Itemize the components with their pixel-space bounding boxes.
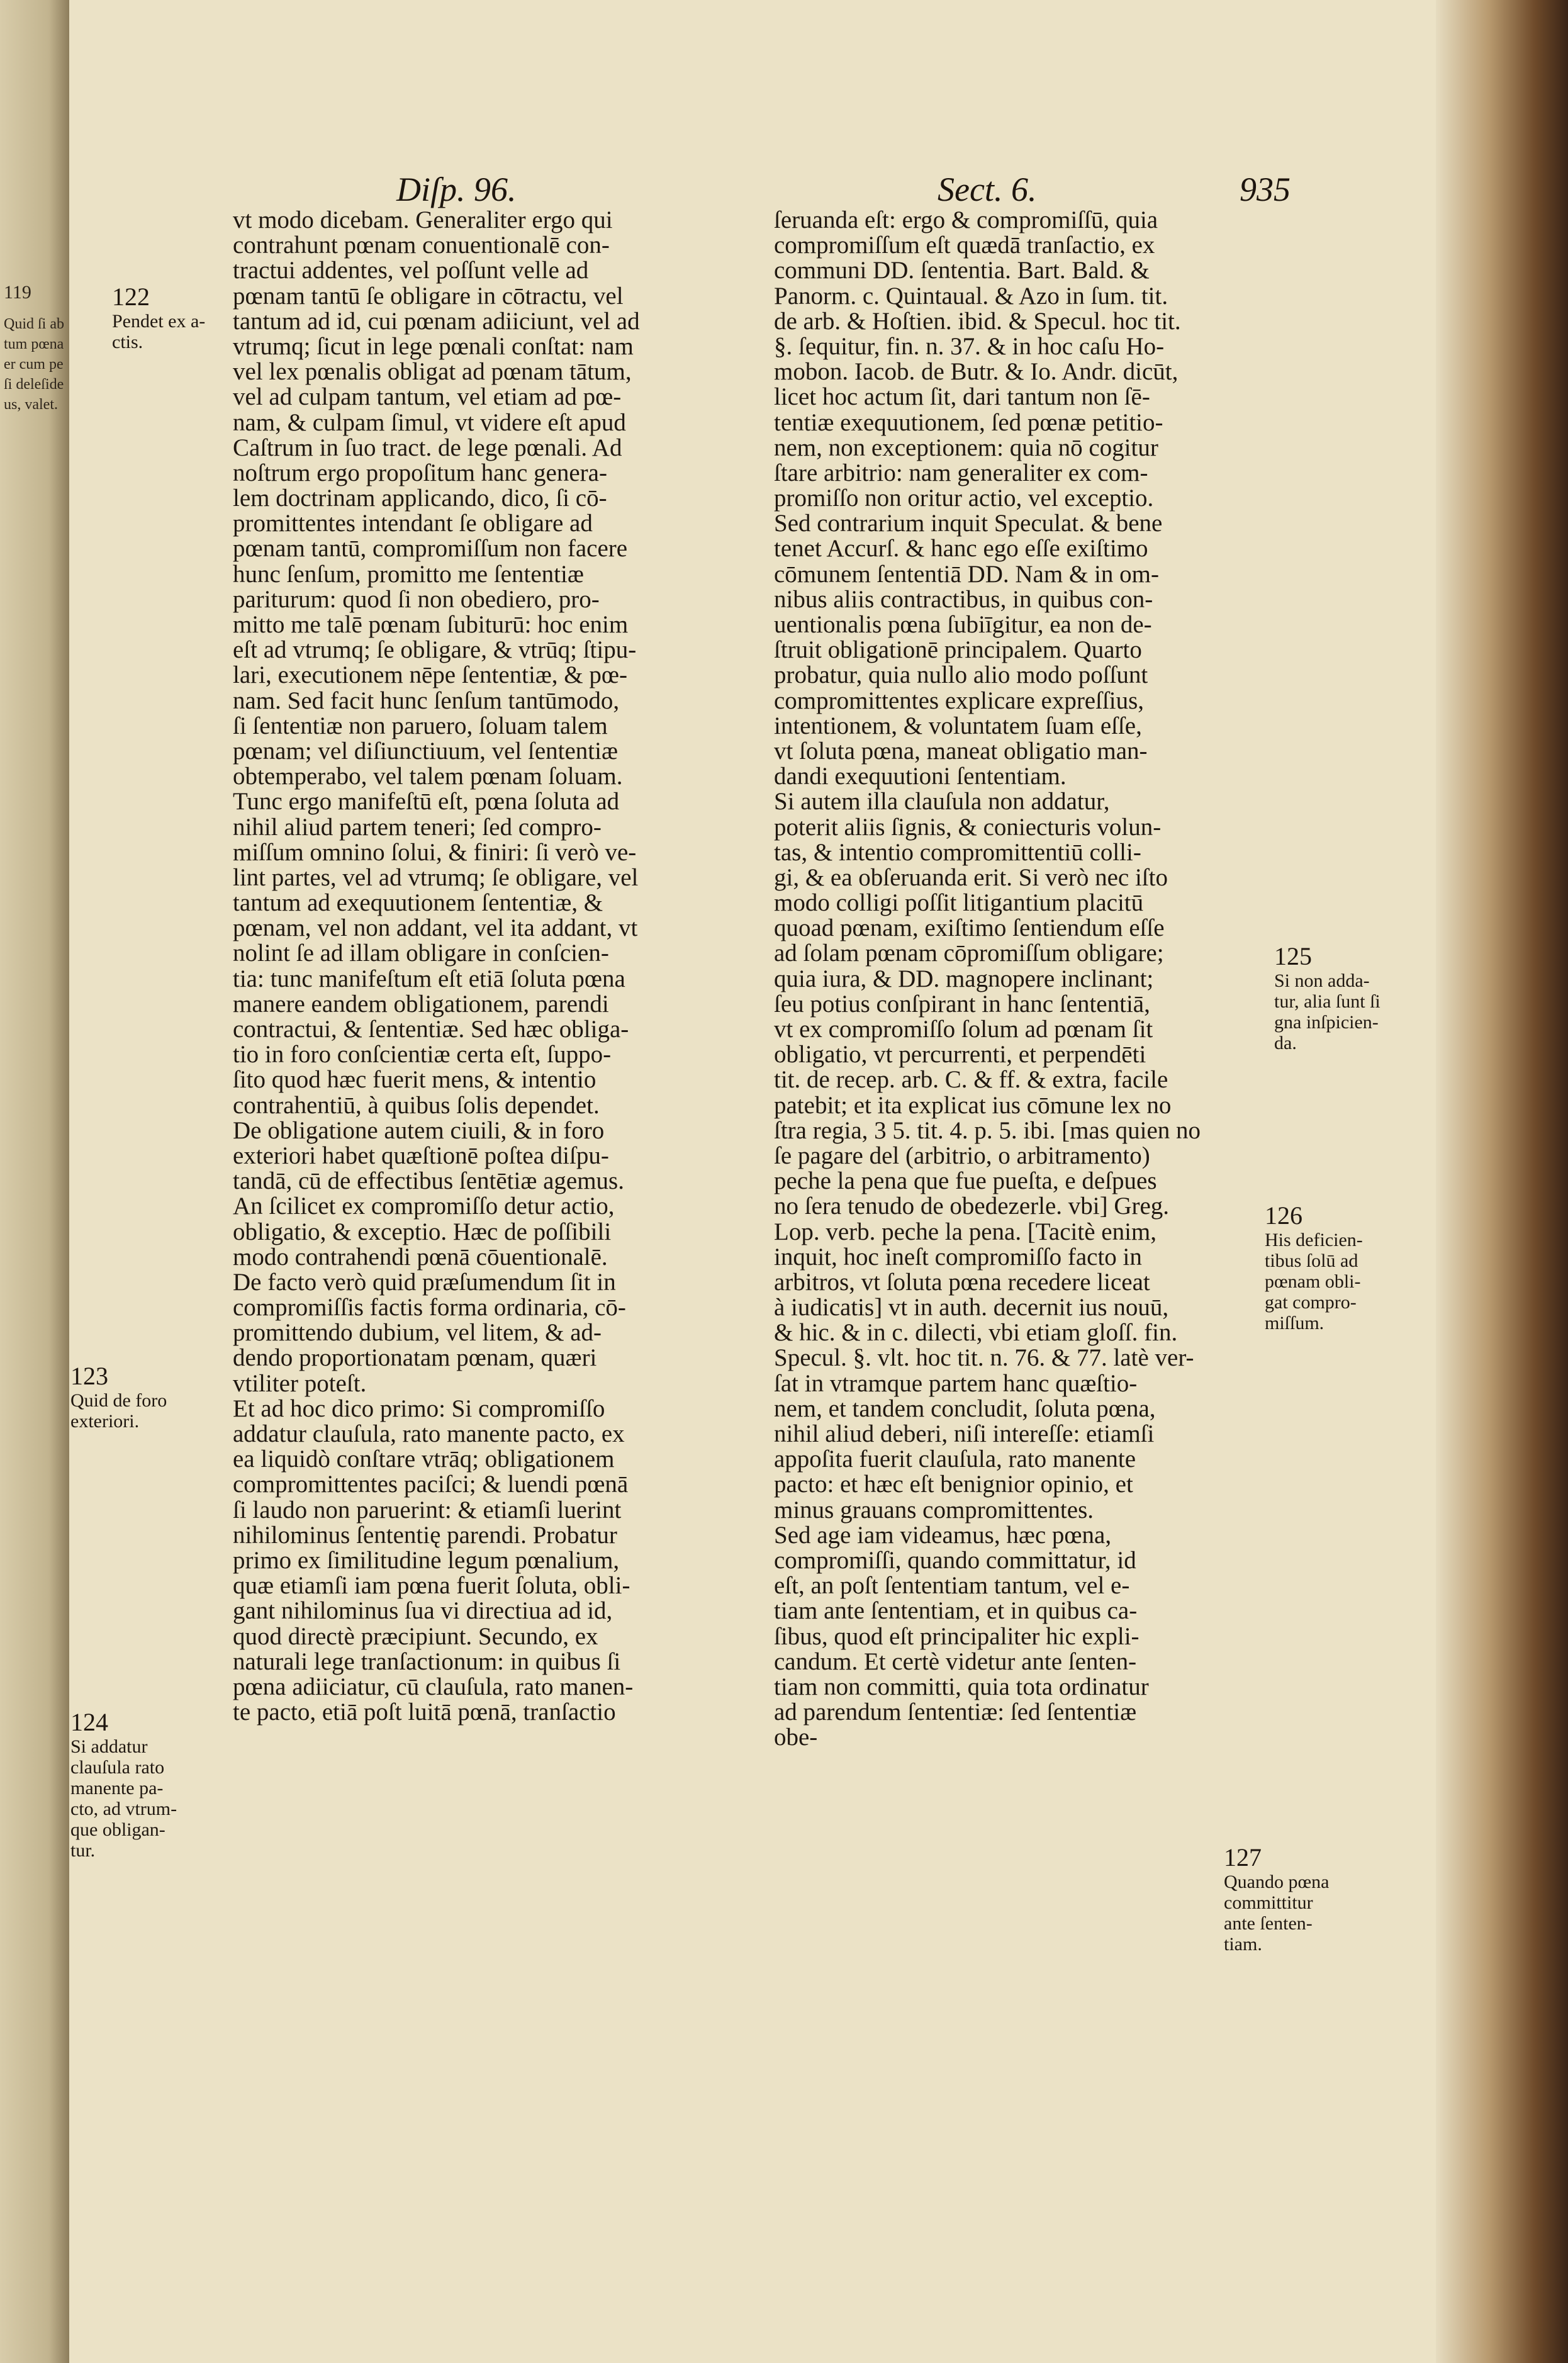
text-line: peche la pena que fue pueſta, e deſpues	[774, 1167, 1157, 1195]
text-line: nolint ſe ad illam obligare in conſcien-	[233, 940, 609, 967]
text-line: tiam non committi, quia tota ordinatur	[774, 1673, 1149, 1700]
text-line: nam, & culpam ſimul, vt videre eſt apud	[233, 408, 626, 436]
text-line: ad parendum ſententiæ: ſed ſententiæ	[774, 1698, 1137, 1726]
page-number: 935	[1240, 171, 1291, 208]
margin-note-122	[112, 283, 205, 352]
text-line: vtrumq; ſicut in lege pœnali conſtat: nam	[233, 332, 634, 360]
text-line: tas, & intentio compromittentiū colli-	[774, 838, 1141, 866]
text-line: quod directè præcipiunt. Secundo, ex	[233, 1622, 598, 1650]
text-line: vtiliter poteſt.	[233, 1369, 367, 1397]
text-line: contrahentiū, à quibus ſolis dependet.	[233, 1091, 600, 1119]
margin-note-line: tur, alia ſunt ſi	[1274, 991, 1380, 1012]
text-line: intentionem, & voluntatem ſuam eſſe,	[774, 712, 1142, 739]
text-line: ſe pagare del (arbitrio, o arbitramento)	[774, 1142, 1150, 1169]
text-line: ſtare arbitrio: nam generaliter ex com-	[774, 459, 1148, 486]
text-line: nihil aliud partem teneri; ſed compro-	[233, 813, 602, 841]
margin-note-line: exteriori.	[70, 1411, 140, 1432]
text-line: lint partes, vel ad vtrumq; ſe obligare, vel	[233, 863, 639, 891]
text-line: obe-	[774, 1724, 818, 1751]
text-line: pœnam tantū, compromiſſum non facere	[233, 535, 628, 563]
text-line: De obligatione autem ciuili, & in foro	[233, 1116, 605, 1144]
text-line: promittentes intendant ſe obligare ad	[233, 510, 593, 537]
text-line: obtemperabo, vel talem pœnam ſoluam.	[233, 763, 623, 790]
text-line: tit. de recep. arb. C. & ff. & extra, facile	[774, 1066, 1168, 1094]
prev-page-note-line: Quid ſi ab	[4, 316, 64, 332]
text-line: ſtruit obligationē principalem. Quarto	[774, 636, 1142, 664]
text-line: obligatio, vt percurrenti, et perpendēti	[774, 1041, 1146, 1069]
text-line: gi, & ea obſeruanda erit. Si verò nec iſto	[774, 863, 1168, 891]
text-line: nihilominus ſententię parendi. Probatur	[233, 1521, 617, 1549]
text-line: lari, executionem nēpe ſententiæ, & pœ-	[233, 661, 628, 689]
prev-page-note-line: tum pœna	[4, 336, 64, 352]
page-edge-binding	[1436, 0, 1568, 2363]
left-text-column	[233, 208, 640, 1725]
margin-note-line: ctis.	[112, 332, 143, 352]
text-line: Panorm. c. Quintaual. & Azo in ſum. tit.	[774, 282, 1168, 310]
margin-note-line: miſſum.	[1265, 1313, 1324, 1333]
text-line: tantum ad exequutionem ſententiæ, &	[233, 889, 603, 917]
text-line: uentionalis pœna ſubiīgitur, ea non de-	[774, 611, 1152, 638]
text-line: noſtrum ergo propoſitum hanc genera-	[233, 459, 607, 486]
text-line: & hic. & in c. dilecti, vbi etiam gloſſ. fin.	[774, 1319, 1178, 1347]
text-line: eſt, an poſt ſententiam tantum, vel e-	[774, 1572, 1130, 1600]
margin-note-line: clauſula rato	[70, 1757, 165, 1778]
text-line: §. ſequitur, fin. n. 37. & in hoc caſu Ho-	[774, 332, 1165, 360]
text-line: vel lex pœnalis obligat ad pœnam tātum,	[233, 358, 632, 386]
text-line: vt ſoluta pœna, maneat obligatio man-	[774, 737, 1148, 765]
text-line: probatur, quia nullo alio modo poſſunt	[774, 661, 1148, 689]
margin-note-number: 122	[112, 283, 150, 311]
text-line: inquit, hoc ineſt compromiſſo facto in	[774, 1243, 1142, 1271]
text-line: licet hoc actum ſit, dari tantum non ſē-	[774, 383, 1150, 411]
margin-note-line: que obligan-	[70, 1819, 165, 1840]
margin-note-number: 126	[1265, 1201, 1302, 1230]
margin-note-line: Si addatur	[70, 1736, 148, 1757]
text-line: nihil aliud deberi, niſi intereſſe: etiamſi	[774, 1420, 1155, 1447]
margin-note-line: tur.	[70, 1840, 96, 1861]
text-line: ſibus, quod eſt principaliter hic expli-	[774, 1622, 1140, 1650]
margin-note-line: gat compro-	[1265, 1292, 1357, 1313]
margin-note-124	[70, 1709, 177, 1861]
text-line: compromiſſi, quando committatur, id	[774, 1546, 1136, 1574]
text-line: ea liquidò conſtare vtrāq; obligationem	[233, 1445, 615, 1473]
prev-page-note-number: 119	[4, 283, 31, 302]
text-line: tentiæ exequutionem, ſed pœnæ petitio-	[774, 408, 1163, 436]
text-line: compromittentes paciſci; & luendi pœnā	[233, 1471, 629, 1498]
text-line: te pacto, etiā poſt luitā pœnā, tranſactio	[233, 1698, 616, 1726]
text-line: addatur clauſula, rato manente pacto, ex	[233, 1420, 625, 1447]
text-line: no ſera tenudo de obedezerle. vbi] Greg.	[774, 1193, 1170, 1220]
header-disputation: Diſp. 96.	[396, 171, 517, 208]
text-line: compromiſſis factis forma ordinaria, cō-	[233, 1294, 626, 1322]
text-line: contrahunt pœnam conuentionalē con-	[233, 232, 610, 259]
text-line: compromittentes explicare expreſſius,	[774, 687, 1145, 714]
text-line: naturali lege tranſactionum: in quibus ſi	[233, 1647, 621, 1675]
text-line: nem, et tandem concludit, ſoluta pœna,	[774, 1395, 1156, 1422]
text-line: mitto me talē pœnam ſubiturū: hoc enim	[233, 611, 629, 638]
text-line: vt modo dicebam. Generaliter ergo qui	[233, 206, 613, 233]
text-line: dandi exequutioni ſententiam.	[774, 763, 1067, 790]
text-line: De facto verò quid præſumendum ſit in	[233, 1268, 616, 1296]
text-line: tenet Accurſ. & hanc ego eſſe exiſtimo	[774, 535, 1148, 563]
header-section: Sect. 6.	[938, 171, 1037, 208]
margin-note-127	[1224, 1844, 1329, 1955]
text-line: Tunc ergo manifeſtū eſt, pœna ſoluta ad	[233, 788, 620, 816]
text-line: arbitros, vt ſoluta pœna recedere liceat	[774, 1268, 1150, 1296]
text-line: Et ad hoc dico primo: Si compromiſſo	[233, 1395, 605, 1422]
text-line: pœnam tantū ſe obligare in cōtractu, vel	[233, 282, 624, 310]
text-line: pœna adiiciatur, cū clauſula, rato manen-	[233, 1673, 634, 1700]
margin-note-line: cto, ad vtrum-	[70, 1799, 177, 1819]
text-line: gant nihilominus ſua vi directiua ad id,	[233, 1597, 613, 1625]
text-line: quoad pœnam, exiſtimo ſentiendum eſſe	[774, 914, 1165, 942]
text-line: promittendo dubium, vel litem, & ad-	[233, 1319, 602, 1347]
text-line: quia iura, & DD. magnopere inclinant;	[774, 965, 1154, 992]
text-line: dendo proportionatam pœnam, quæri	[233, 1344, 597, 1372]
text-line: modo contrahendi pœnā cōuentionalē.	[233, 1243, 608, 1271]
margin-note-line: pœnam obli-	[1265, 1271, 1361, 1292]
text-line: miſſum omnino ſolui, & finiri: ſi verò ve-	[233, 838, 637, 866]
text-line: tandā, cū de effectibus ſentētiæ agemus.	[233, 1167, 624, 1195]
text-line: ſeu potius conſpirant in hanc ſententiā,	[774, 990, 1150, 1018]
text-line: ſeruanda eſt: ergo & compromiſſū, quia	[774, 206, 1158, 233]
prev-page-note-line: ſi deleſide	[4, 376, 64, 393]
text-line: ſat in vtramque partem hanc quæſtio-	[774, 1369, 1138, 1397]
margin-note-line: Pendet ex a-	[112, 311, 206, 332]
text-line: ſtra regia, 3 5. tit. 4. p. 5. ibi. [mas quien no	[774, 1116, 1201, 1144]
margin-note-line: da.	[1274, 1033, 1297, 1053]
text-line: candum. Et certè videtur ante ſenten-	[774, 1647, 1137, 1675]
text-line: modo colligi poſſit litigantium placitū	[774, 889, 1144, 917]
text-line: nam. Sed facit hunc ſenſum tantūmodo,	[233, 687, 620, 714]
previous-page-edge	[0, 0, 69, 2363]
text-line: tio in foro conſcientiæ certa eſt, ſuppo-	[233, 1041, 612, 1069]
text-line: pariturum: quod ſi non obediero, pro-	[233, 585, 600, 613]
margin-note-line: ante ſenten-	[1224, 1913, 1313, 1934]
text-line: Specul. §. vlt. hoc tit. n. 76. & 77. latè ver-	[774, 1344, 1194, 1372]
margin-note-number: 125	[1274, 942, 1312, 970]
text-line: quæ etiamſi iam pœna fuerit ſoluta, obli-	[233, 1572, 630, 1600]
text-line: pœnam; vel diſiunctiuum, vel ſententiæ	[233, 737, 618, 765]
text-line: Si autem illa clauſula non addatur,	[774, 788, 1110, 816]
text-line: ſito quod hæc fuerit mens, & intentio	[233, 1066, 596, 1094]
margin-note-126	[1265, 1202, 1363, 1333]
text-line: vt ex compromiſſo ſolum ad pœnam ſit	[774, 1016, 1153, 1043]
text-line: appoſita fuerit clauſula, rato manente	[774, 1445, 1136, 1473]
text-line: compromiſſum eſt quædā tranſactio, ex	[774, 232, 1155, 259]
text-line: de arb. & Hoſtien. ibid. & Specul. hoc tit.	[774, 307, 1181, 335]
margin-note-number: 123	[70, 1362, 108, 1390]
text-line: mobon. Iacob. de Butr. & Io. Andr. dicūt,	[774, 358, 1179, 386]
text-line: poterit aliis ſignis, & coniecturis volun-	[774, 813, 1162, 841]
margin-note-number: 127	[1224, 1843, 1262, 1872]
text-line: manere eandem obligationem, parendi	[233, 990, 609, 1018]
text-line: patebit; et ita explicat ius cōmune lex no	[774, 1091, 1172, 1119]
text-line: primo ex ſimilitudine legum pœnalium,	[233, 1546, 620, 1574]
right-text-column	[774, 208, 1201, 1750]
margin-note-line: manente pa-	[70, 1778, 164, 1799]
text-line: à iudicatis] vt in auth. decernit ius nouū,	[774, 1294, 1169, 1322]
text-line: promiſſo non oritur actio, vel exceptio.	[774, 485, 1154, 512]
text-line: tractui addentes, vel poſſunt velle ad	[233, 257, 589, 284]
text-line: lem doctrinam applicando, dico, ſi cō-	[233, 485, 607, 512]
text-line: contractui, & ſententiæ. Sed hæc obliga-	[233, 1016, 629, 1043]
margin-note-line: Quando pœna	[1224, 1872, 1330, 1892]
margin-note-line: tibus ſolū ad	[1265, 1250, 1358, 1271]
text-line: pacto: et hæc eſt benignior opinio, et	[774, 1471, 1133, 1498]
text-line: Sed age iam videamus, hæc pœna,	[774, 1521, 1112, 1549]
text-line: communi DD. ſententia. Bart. Bald. &	[774, 257, 1150, 284]
margin-note-line: His deficien-	[1265, 1230, 1363, 1250]
text-line: minus grauans compromittentes.	[774, 1496, 1094, 1524]
text-line: pœnam, vel non addant, vel ita addant, vt	[233, 914, 638, 942]
text-line: tia: tunc manifeſtum eſt etiā ſoluta pœna	[233, 965, 625, 992]
text-line: nem, non exceptionem: quia nō cogitur	[774, 434, 1158, 461]
text-line: Caſtrum in ſuo tract. de lege pœnali. Ad	[233, 434, 622, 461]
prev-page-note-line: er cum pe	[4, 356, 64, 373]
text-line: tantum ad id, cui pœnam adiiciunt, vel ad	[233, 307, 640, 335]
text-line: exteriori habet quæſtionē poſtea diſpu-	[233, 1142, 609, 1169]
text-line: hunc ſenſum, promitto me ſententiæ	[233, 560, 584, 588]
text-line: ad ſolam pœnam cōpromiſſum obligare;	[774, 940, 1164, 967]
text-line: nibus aliis contractibus, in quibus con-	[774, 585, 1153, 613]
margin-note-number: 124	[70, 1708, 108, 1736]
text-line: Lop. verb. peche la pena. [Tacitè enim,	[774, 1218, 1156, 1245]
prev-page-note-line: us, valet.	[4, 396, 58, 413]
text-line: tiam ante ſententiam, et in quibus ca-	[774, 1597, 1138, 1625]
margin-note-line: committitur	[1224, 1892, 1313, 1913]
margin-note-line: gna inſpicien-	[1274, 1012, 1379, 1033]
margin-note-line: Si non adda-	[1274, 970, 1370, 991]
text-line: An ſcilicet ex compromiſſo detur actio,	[233, 1193, 615, 1220]
text-line: ſi laudo non paruerint: & etiamſi luerint	[233, 1496, 622, 1524]
text-line: obligatio, & exceptio. Hæc de poſſibili	[233, 1218, 612, 1245]
margin-note-line: tiam.	[1224, 1934, 1262, 1955]
margin-note-125	[1274, 943, 1380, 1053]
text-line: vel ad culpam tantum, vel etiam ad pœ-	[233, 383, 622, 411]
margin-note-line: Quid de foro	[70, 1390, 167, 1411]
margin-note-123	[70, 1362, 167, 1432]
text-line: Sed contrarium inquit Speculat. & bene	[774, 510, 1163, 537]
text-line: ſi ſententiæ non paruero, ſoluam talem	[233, 712, 608, 739]
text-line: eſt ad vtrumq; ſe obligare, & vtrūq; ſtipu-	[233, 636, 637, 664]
text-line: cōmunem ſententiā DD. Nam & in om-	[774, 560, 1159, 588]
